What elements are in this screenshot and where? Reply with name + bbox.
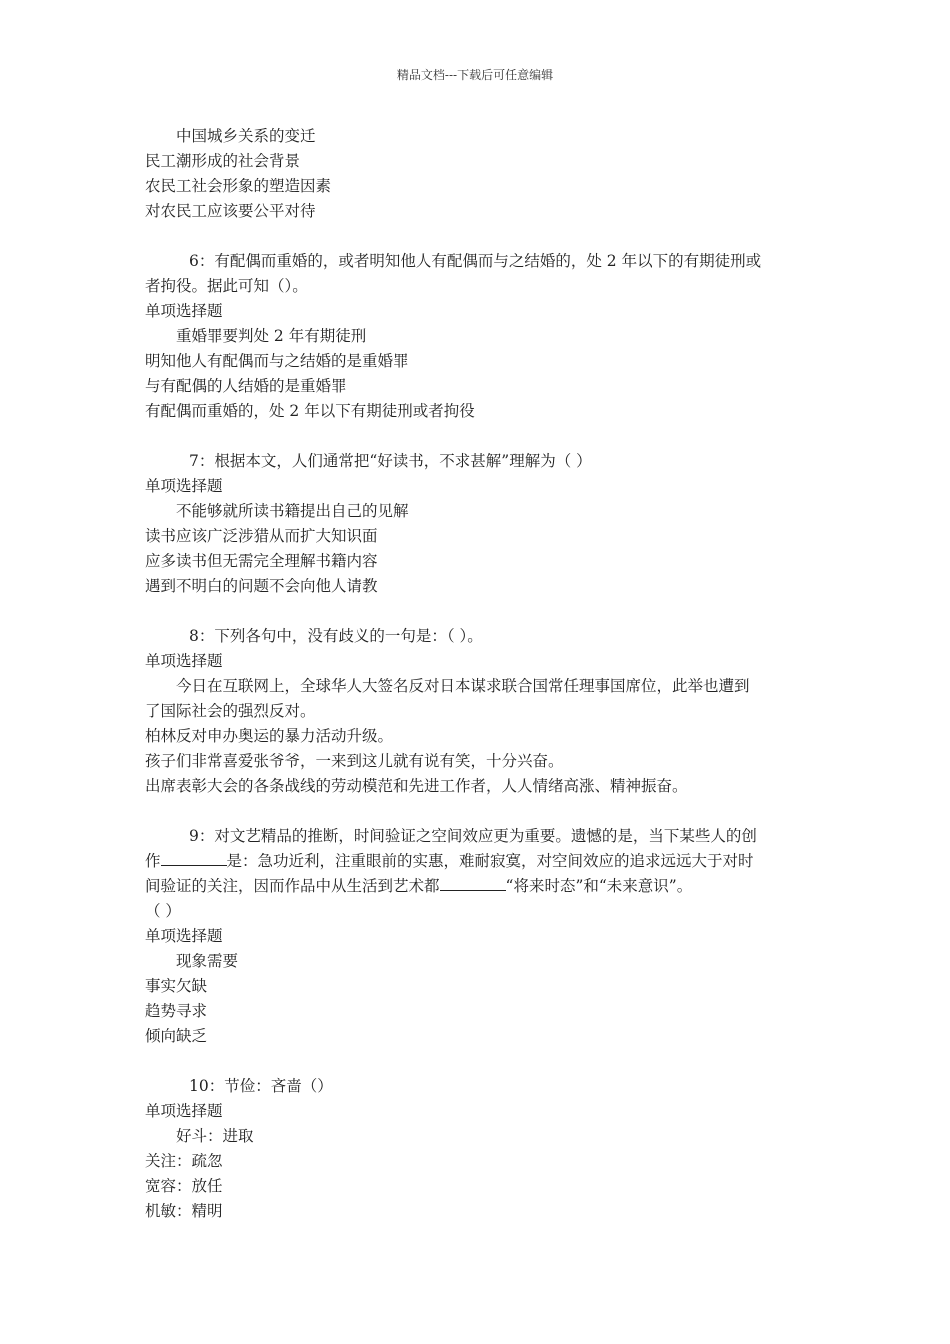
q6-stem-line2: 者拘役。据此可知（）。 bbox=[145, 277, 308, 295]
q7-option-a: 不能够就所读书籍提出自己的见解 bbox=[176, 502, 409, 520]
q9-line3-end: “将来时态”和“未来意识”。 bbox=[505, 877, 693, 895]
q9-line2-end: 是：急功近利，注重眼前的实惠，难耐寂寞，对空间效应的追求远远大于对时 bbox=[226, 852, 754, 870]
q9-option-a: 现象需要 bbox=[176, 952, 239, 970]
q5-option-d: 对农民工应该要公平对待 bbox=[145, 202, 316, 220]
q7-option-b: 读书应该广泛涉猎从而扩大知识面 bbox=[145, 527, 378, 545]
q10-option-b: 关注：疏忽 bbox=[145, 1152, 223, 1170]
q9-stem-line3 bbox=[145, 874, 810, 899]
page-header: 精品文档---下载后可任意编辑 bbox=[396, 68, 554, 82]
q8-option-d: 出席表彰大会的各条战线的劳动模范和先进工作者，人人情绪高涨、精神振奋。 bbox=[145, 777, 688, 795]
q10-option-a: 好斗：进取 bbox=[176, 1127, 254, 1145]
q6-option-d: 有配偶而重婚的，处 2 年以下有期徒刑或者拘役 bbox=[145, 402, 475, 420]
q9-stem-line4: （ ） bbox=[145, 902, 181, 920]
q8-stem: 8：下列各句中，没有歧义的一句是：（ ）。 bbox=[189, 627, 483, 645]
q6-type: 单项选择题 bbox=[145, 302, 223, 320]
q7-stem: 7：根据本文，人们通常把“好读书，不求甚解”理解为（ ） bbox=[189, 452, 592, 470]
q6-option-a: 重婚罪要判处 2 年有期徒刑 bbox=[176, 327, 367, 345]
q5-option-a: 中国城乡关系的变迁 bbox=[176, 127, 316, 145]
q9-line2-start: 作 bbox=[145, 852, 161, 870]
document-body bbox=[145, 124, 810, 1224]
q5-option-b: 民工潮形成的社会背景 bbox=[145, 152, 301, 170]
q10-stem: 10：节俭：吝啬（） bbox=[189, 1077, 333, 1095]
q9-option-c: 趋势寻求 bbox=[145, 1002, 208, 1020]
q7-type: 单项选择题 bbox=[145, 477, 223, 495]
q10-option-d: 机敏：精明 bbox=[145, 1202, 223, 1220]
q9-line3-start: 间验证的关注，因而作品中从生活到艺术都 bbox=[145, 877, 440, 895]
q10-type: 单项选择题 bbox=[145, 1102, 223, 1120]
q8-option-a-line1: 今日在互联网上，全球华人大签名反对日本谋求联合国常任理事国席位，此举也遭到 bbox=[176, 677, 750, 695]
q9-stem-line1: 9：对文艺精品的推断，时间验证之空间效应更为重要。遗憾的是，当下某些人的创 bbox=[189, 827, 757, 845]
q8-type: 单项选择题 bbox=[145, 652, 223, 670]
q10-option-c: 宽容：放任 bbox=[145, 1177, 223, 1195]
q9-blank-1 bbox=[161, 851, 227, 866]
q6-option-b: 明知他人有配偶而与之结婚的是重婚罪 bbox=[145, 352, 409, 370]
q9-type: 单项选择题 bbox=[145, 927, 223, 945]
q9-stem-line2 bbox=[145, 849, 810, 874]
q8-option-b: 柏林反对申办奥运的暴力活动升级。 bbox=[145, 727, 394, 745]
q8-option-c: 孩子们非常喜爱张爷爷，一来到这儿就有说有笑，十分兴奋。 bbox=[145, 752, 564, 770]
q8-option-a-line2: 了国际社会的强烈反对。 bbox=[145, 702, 316, 720]
q9-option-b: 事实欠缺 bbox=[145, 977, 208, 995]
q6-stem-line1: 6：有配偶而重婚的，或者明知他人有配偶而与之结婚的，处 2 年以下的有期徒刑或 bbox=[189, 252, 762, 270]
q7-option-d: 遇到不明白的问题不会向他人请教 bbox=[145, 577, 378, 595]
q9-blank-2 bbox=[440, 876, 506, 891]
q6-option-c: 与有配偶的人结婚的是重婚罪 bbox=[145, 377, 347, 395]
q5-option-c: 农民工社会形象的塑造因素 bbox=[145, 177, 332, 195]
q9-option-d: 倾向缺乏 bbox=[145, 1027, 208, 1045]
q7-option-c: 应多读书但无需完全理解书籍内容 bbox=[145, 552, 378, 570]
